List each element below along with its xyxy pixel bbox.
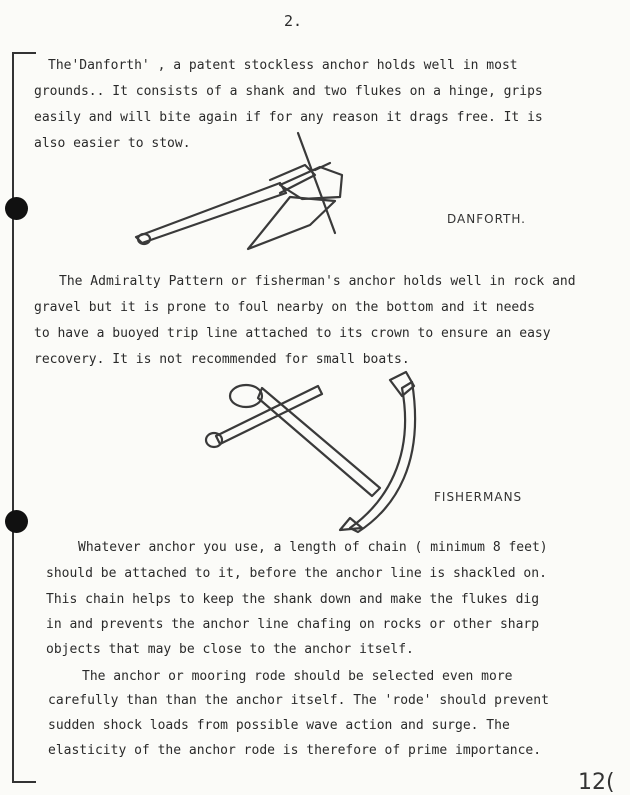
text-line: easily and will bite again if for any reason it drags free. It is <box>34 110 543 125</box>
fisherman-stock-ball <box>206 433 222 447</box>
text-line: Whatever anchor you use, a length of chain ( minimum 8 feet) <box>78 540 548 555</box>
text-line: The anchor or mooring rode should be selected even more <box>82 669 513 684</box>
text-line: recovery. It is not recommended for small boats. <box>34 352 410 367</box>
fisherman-arm <box>350 382 415 532</box>
danforth-label: DANFORTH. <box>447 212 526 226</box>
text-line: carefully than than the anchor itself. The 'rode' should prevent <box>48 693 549 708</box>
margin-bracket <box>12 52 36 783</box>
danforth-fluke-lower <box>248 197 335 249</box>
danforth-anchor-sketch <box>130 125 370 260</box>
text-line: sudden shock loads from possible wave action and surge. The <box>48 718 510 733</box>
text-line: The'Danforth' , a patent stockless anchor holds well in most <box>48 58 518 73</box>
text-line: in and prevents the anchor line chafing on rocks or other sharp <box>46 617 540 632</box>
page-number: 2. <box>284 12 303 30</box>
binder-hole-bottom <box>5 510 28 533</box>
text-line: to have a buoyed trip line attached to its crown to ensure an easy <box>34 326 551 341</box>
corner-page-mark: 12( <box>578 770 615 795</box>
text-line: should be attached to it, before the anchor line is shackled on. <box>46 566 547 581</box>
fishermans-label: FISHERMANS <box>434 490 523 504</box>
text-line: elasticity of the anchor rode is therefore of prime importance. <box>48 743 542 758</box>
binder-hole-top <box>5 197 28 220</box>
text-line: This chain helps to keep the shank down and make the flukes dig <box>46 592 540 607</box>
text-line: also easier to stow. <box>34 136 191 151</box>
text-line: grounds.. It consists of a shank and two flukes on a hinge, grips <box>34 84 543 99</box>
danforth-shank <box>136 183 286 243</box>
fisherman-shank <box>258 388 380 496</box>
text-line: objects that may be close to the anchor itself. <box>46 642 414 657</box>
fishermans-anchor-sketch <box>200 368 430 533</box>
text-line: The Admiralty Pattern or fisherman's anchor holds well in rock and <box>59 274 576 289</box>
text-line: gravel but it is prone to foul nearby on the bottom and it needs <box>34 300 535 315</box>
fisherman-ring <box>230 385 262 407</box>
